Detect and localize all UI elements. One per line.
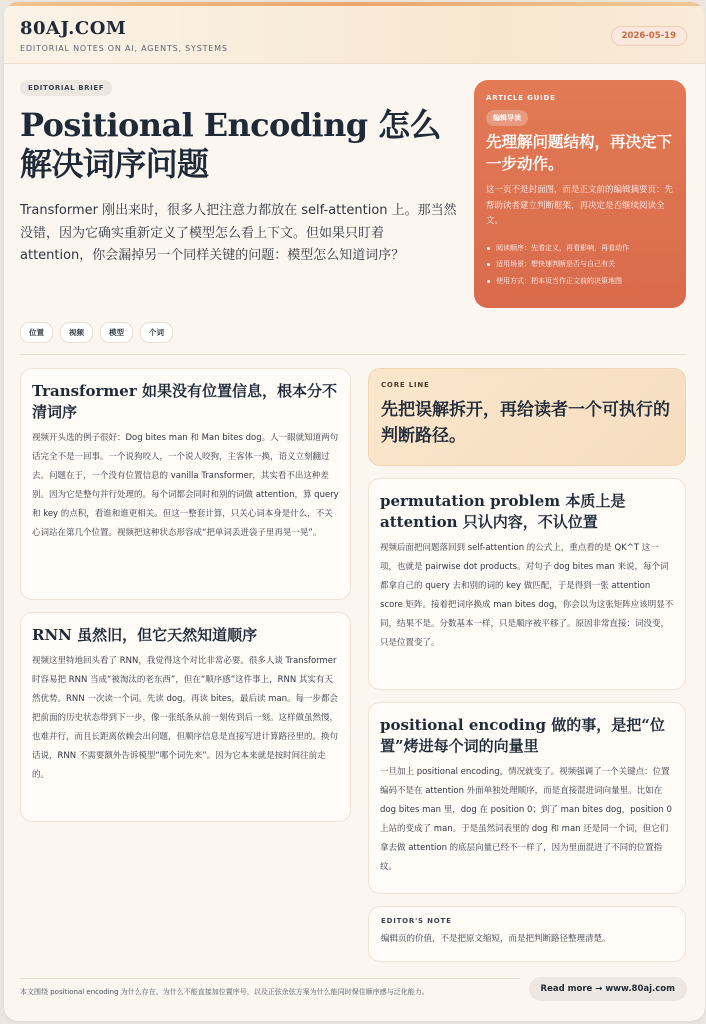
tag-chip[interactable]: 视频	[60, 322, 93, 343]
guide-list-item: 阅读顺序：先看定义，再看影响，再看动作	[486, 240, 674, 257]
card-body: 视频这里特地回头看了 RNN，我觉得这个对比非常必要。很多人谈 Transformer 时容易把 RNN 当成“被淘汰的老东西”，但在“顺序感”这件事上，RNN 其实有天然优势。RNN 一次读一个词。先读 dog，再读 bites，最后读 man。每一步都会把前面的历史状态带到下一步，像一张纸条从前一刻传到后一刻。这样做虽然慢，也难并行，而且长距离依赖会出问题，但顺序信息是直接写进计算路径里的。换句话说，RNN 不需要额外告诉模型“哪个词先来”。因为它本来就是按时间往前走的。	[32, 656, 339, 780]
tag-chip[interactable]: 模型	[100, 322, 133, 343]
guide-badge: 编辑导读	[486, 110, 528, 126]
section-divider	[20, 354, 686, 355]
lead-paragraph: Transformer 刚出来时，很多人把注意力都放在 self-attention 上。那当然没错，因为它确实重新定义了模型怎么看上下文。但如果只盯着 attention，你会漏掉另一个同样关键的问题：模型怎么知道词序？	[20, 203, 457, 263]
brand-logo[interactable]: 80AJ.COM	[20, 18, 127, 39]
tag-chip[interactable]: 位置	[20, 322, 53, 343]
guide-list	[486, 240, 674, 290]
core-text: 先把误解拆开，再给读者一个可执行的判断路径。	[381, 400, 670, 446]
card-title: permutation problem 本质上是 attention 只认内容，不认位置	[380, 492, 626, 531]
guide-title: 先理解问题结构，再决定下一步动作。	[486, 132, 673, 173]
card-permutation-problem	[368, 478, 686, 690]
card-body: 视频开头选的例子很好：Dog bites man 和 Man bites dog。人一眼就知道两句话完全不是一回事。一个说狗咬人，一个说人咬狗，主客体一换，语义立刻翻过去。问题在于，一个没有位置信息的 vanilla Transformer，其实看不出这种差别。因为它是整句并行处理的。每个词都会同时和别的词做 attention，算 query 和 key 的点积，看谁和谁更相关。但这一整套计算，只关心词本身是什么，不关心词站在第几个位置。视频把这种状态形容成“把单词丢进袋子里再晃一晃”。	[32, 433, 339, 538]
card-body: 视频后面把问题落回到 self-attention 的公式上，重点看的是 QK^T 这一项，也就是 pairwise dot products。对句子 dog bites man 来说，每个词都拿自己的 query 去和别的词的 key 做匹配，于是得到一张 attention score 矩阵。接着把词序换成 man bites dog，你会以为这张矩阵应该明显不同，结果不是。分数基本一样，只是顺序被平移了。原因非常直接：词没变，只是位置变了。	[380, 543, 674, 648]
article-guide-panel	[474, 80, 686, 308]
guide-description: 这一页不是封面图，而是正文前的编辑摘要页：先帮助读者建立判断框架，再决定是否继续阅读全文。	[486, 185, 674, 226]
editorial-brief-badge: EDITORIAL BRIEF	[20, 80, 112, 96]
guide-kicker: ARTICLE GUIDE	[486, 94, 556, 102]
tag-chip[interactable]: 个词	[140, 322, 173, 343]
card-body: 一旦加上 positional encoding，情况就变了。视频强调了一个关键点：位置编码不是在 attention 外面单独处理顺序，而是直接混进词向量里。比如在 dog bites man 里，dog 在 position 0；到了 man bites dog，position 0 上站的变成了 man。于是虽然词表里的 dog 和 man 还是同一个词，但它们拿去做 attention 的底层向量已经不一样了，因为里面混进了不同的位置指纹。	[380, 767, 672, 872]
card-title: positional encoding 做的事，是把“位置”烤进每个词的向量里	[380, 716, 665, 755]
editors-note	[368, 906, 686, 962]
guide-list-item: 适用场景：想快速判断是否与自己有关	[486, 256, 674, 273]
card-title: RNN 虽然旧，但它天然知道顺序	[32, 626, 258, 644]
page-title: Positional Encoding 怎么解决词序问题	[20, 106, 441, 183]
page-sheet	[4, 2, 705, 1021]
core-kicker: CORE LINE	[381, 381, 430, 389]
guide-list-item: 使用方式：把本页当作正文前的决策地图	[486, 273, 674, 290]
date-badge: 2026-05-19	[611, 26, 687, 46]
note-kicker: EDITOR'S NOTE	[381, 917, 452, 925]
card-title: Transformer 如果没有位置信息，根本分不清词序	[32, 382, 337, 421]
note-text: 编辑页的价值，不是把原文缩短，而是把判断路径整理清楚。	[381, 934, 611, 944]
brand-tagline: EDITORIAL NOTES ON AI, AGENTS, SYSTEMS	[20, 44, 228, 53]
card-positional-encoding	[368, 702, 686, 894]
card-rnn-order	[20, 612, 351, 822]
read-more-button[interactable]: Read more → www.80aj.com	[529, 977, 687, 1001]
core-line-card	[368, 368, 686, 466]
tag-list	[20, 322, 173, 343]
site-header	[4, 6, 705, 64]
footer-divider	[20, 978, 520, 979]
card-no-position-info	[20, 368, 351, 600]
footer-summary: 本文围绕 positional encoding 为什么存在、为什么不能直接加位置序号，以及正弦余弦方案为什么能同时保住顺序感与泛化能力。	[20, 988, 429, 996]
